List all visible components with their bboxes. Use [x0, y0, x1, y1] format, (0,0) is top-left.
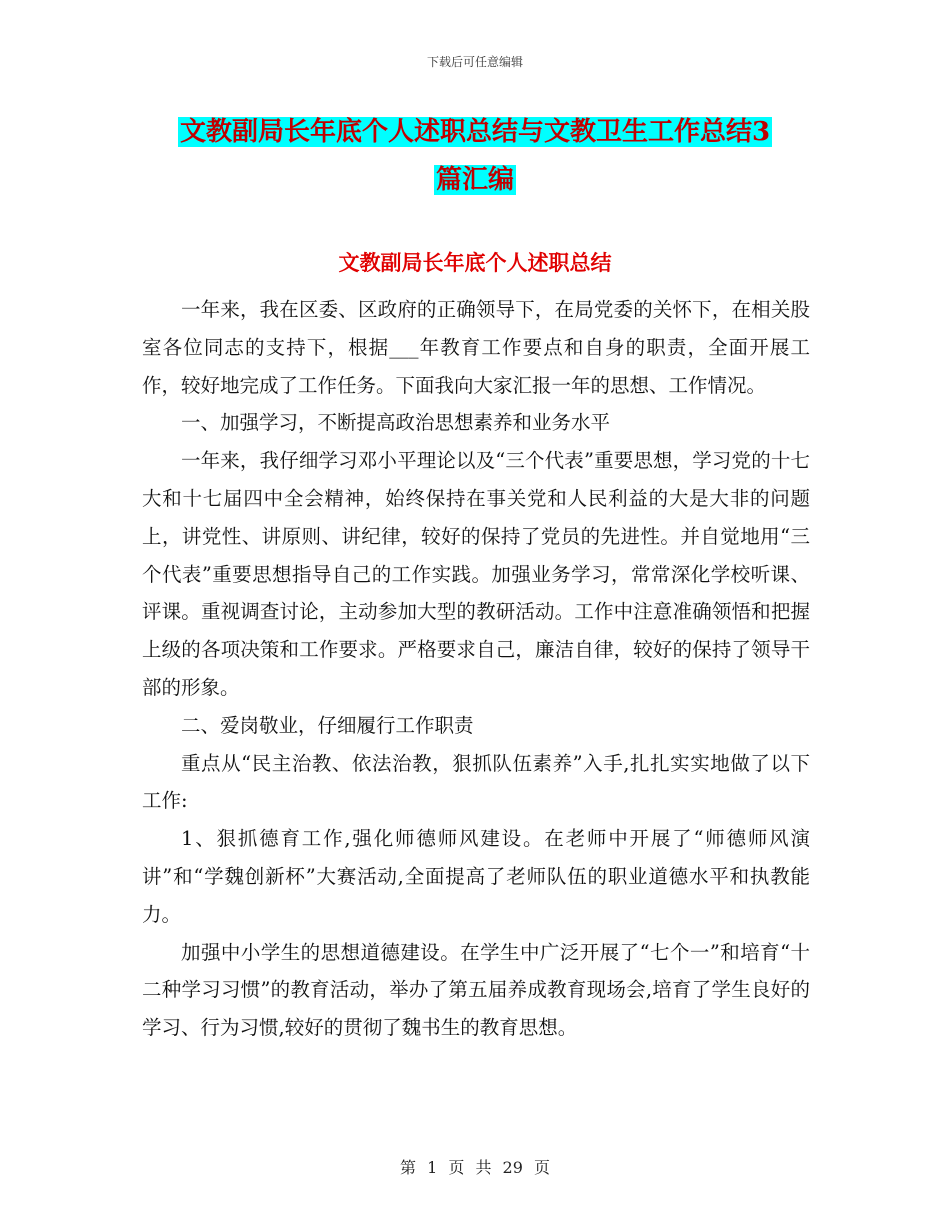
page-footer: 第 1 页 共 29 页 [400, 1158, 550, 1177]
body-text [142, 291, 810, 1047]
document-title-line2: 篇汇编 [435, 165, 514, 195]
paragraph-heading: 二、爱岗敬业，仔细履行工作职责 [181, 713, 474, 737]
document-title-line1: 文教副局长年底个人述职总结与文教卫生工作总结3 [179, 117, 771, 147]
paragraph: 一年来，我在区委、区政府的正确领导下，在局党委的关怀下，在相关股室各位同志的支持下，根据___年教育工作要点和自身的职责，全面开展工作，较好地完成了工作任务。下面我向大家汇报一年的思想、工作情况。 [142, 298, 810, 397]
header-note: 下载后可任意编辑 [426, 55, 523, 69]
paragraph: 一年来，我仔细学习邓小平理论以及“三个代表”重要思想，学习党的十七大和十七届四中全会精神，始终保持在事关党和人民利益的大是大非的问题上，讲党性、讲原则、讲纪律，较好的保持了党员的先进性。并自觉地用“三个代表”重要思想指导自己的工作实践。加强业务学习，常常深化学校听课、评课。重视调查讨论，主动参加大型的教研活动。工作中注意准确领悟和把握上级的各项决策和工作要求。严格要求自己，廉洁自律，较好的保持了领导干部的形象。 [142, 449, 810, 699]
section-title: 文教副局长年底个人述职总结 [338, 250, 612, 275]
paragraph-heading: 一、加强学习，不断提高政治思想素养和业务水平 [181, 411, 611, 435]
paragraph: 1、狠抓德育工作,强化师德师风建设。在老师中开展了“师德师风演讲”和“学魏创新杯”大赛活动,全面提高了老师队伍的职业道德水平和执教能力。 [142, 827, 810, 926]
paragraph: 重点从“民主治教、依法治教，狠抓队伍素养”入手,扎扎实实地做了以下工作: [142, 751, 810, 813]
paragraph: 加强中小学生的思想道德建设。在学生中广泛开展了“七个一”和培育“十二种学习习惯”的教育活动，举办了第五届养成教育现场会,培育了学生良好的学习、行为习惯,较好的贯彻了魏书生的教育思想。 [142, 940, 810, 1040]
document-title [0, 108, 950, 204]
